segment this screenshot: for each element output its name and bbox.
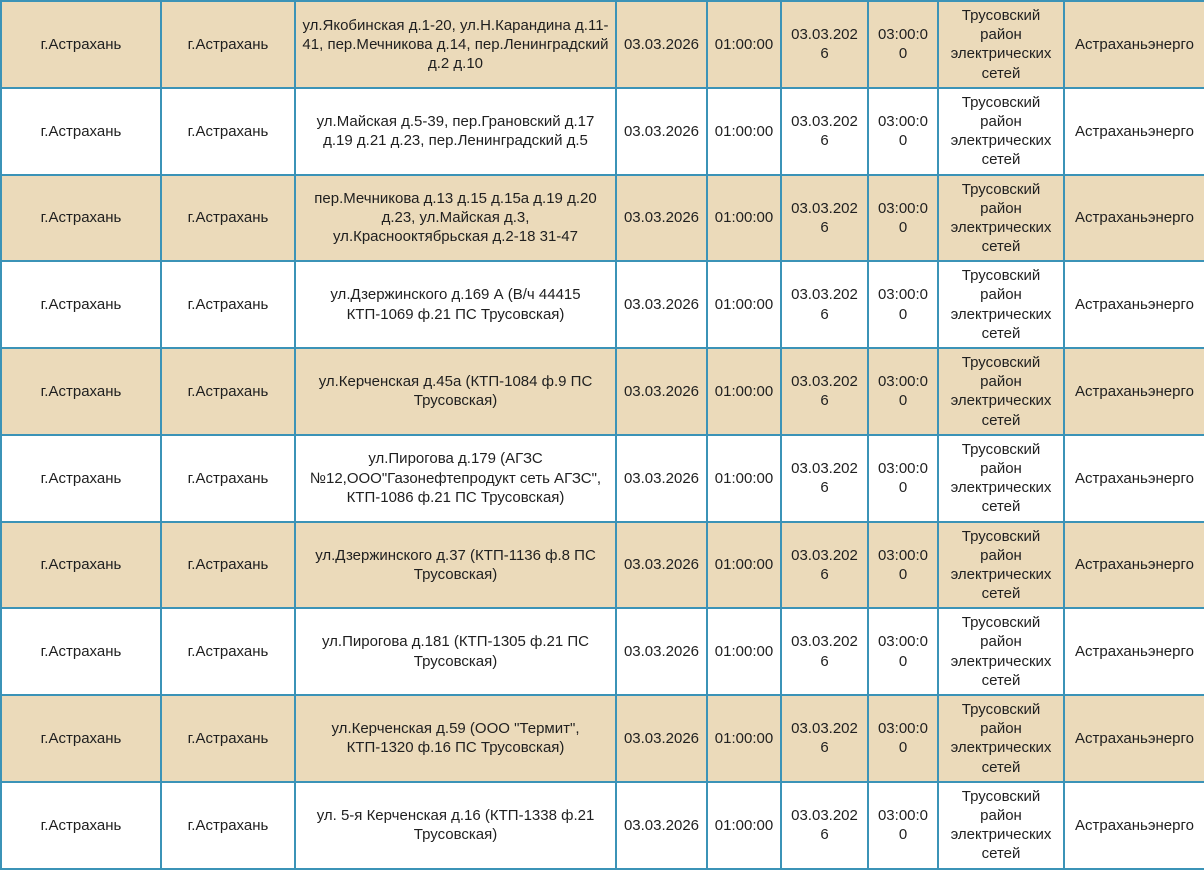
- cell-settlement: г.Астрахань: [161, 608, 295, 695]
- cell-start-date: 03.03.2026: [616, 522, 707, 609]
- cell-start-date: 03.03.2026: [616, 175, 707, 262]
- cell-city: г.Астрахань: [1, 522, 161, 609]
- cell-network-district: Трусовский район электрических сетей: [938, 435, 1064, 522]
- cell-end-date: 03.03.2026: [781, 88, 868, 175]
- cell-addresses: ул.Керченская д.59 (ООО "Термит", КТП-1320 ф.16 ПС Трусовская): [295, 695, 616, 782]
- cell-city: г.Астрахань: [1, 348, 161, 435]
- cell-end-date: 03.03.2026: [781, 695, 868, 782]
- cell-end-date: 03.03.2026: [781, 1, 868, 88]
- cell-settlement: г.Астрахань: [161, 522, 295, 609]
- cell-network-district: Трусовский район электрических сетей: [938, 175, 1064, 262]
- cell-network-district: Трусовский район электрических сетей: [938, 88, 1064, 175]
- cell-settlement: г.Астрахань: [161, 175, 295, 262]
- cell-network-district: Трусовский район электрических сетей: [938, 608, 1064, 695]
- cell-organization: Астраханьэнерго: [1064, 435, 1204, 522]
- cell-network-district: Трусовский район электрических сетей: [938, 348, 1064, 435]
- cell-settlement: г.Астрахань: [161, 88, 295, 175]
- cell-addresses: ул.Пирогова д.179 (АГЗС №12,ООО"Газонефтепродукт сеть АГЗС", КТП-1086 ф.21 ПС Трусовская): [295, 435, 616, 522]
- cell-end-time: 03:00:00: [868, 1, 938, 88]
- cell-settlement: г.Астрахань: [161, 695, 295, 782]
- cell-end-time: 03:00:00: [868, 348, 938, 435]
- cell-organization: Астраханьэнерго: [1064, 1, 1204, 88]
- cell-end-time: 03:00:00: [868, 175, 938, 262]
- cell-start-date: 03.03.2026: [616, 1, 707, 88]
- cell-city: г.Астрахань: [1, 695, 161, 782]
- outage-table-row: [1, 435, 1204, 522]
- cell-end-date: 03.03.2026: [781, 522, 868, 609]
- cell-end-time: 03:00:00: [868, 435, 938, 522]
- cell-start-time: 01:00:00: [707, 522, 781, 609]
- cell-settlement: г.Астрахань: [161, 348, 295, 435]
- outage-table-body: [1, 1, 1204, 869]
- cell-organization: Астраханьэнерго: [1064, 348, 1204, 435]
- outage-table-row: [1, 88, 1204, 175]
- cell-start-date: 03.03.2026: [616, 695, 707, 782]
- cell-end-time: 03:00:00: [868, 695, 938, 782]
- cell-city: г.Астрахань: [1, 175, 161, 262]
- outage-table-row: [1, 522, 1204, 609]
- cell-network-district: Трусовский район электрических сетей: [938, 695, 1064, 782]
- cell-city: г.Астрахань: [1, 88, 161, 175]
- cell-addresses: пер.Мечникова д.13 д.15 д.15а д.19 д.20 д.23, ул.Майская д.3, ул.Краснооктябрьская д.2-18 31-47: [295, 175, 616, 262]
- cell-city: г.Астрахань: [1, 608, 161, 695]
- cell-addresses: ул.Майская д.5-39, пер.Грановский д.17 д.19 д.21 д.23, пер.Ленинградский д.5: [295, 88, 616, 175]
- cell-start-time: 01:00:00: [707, 782, 781, 869]
- cell-addresses: ул. 5-я Керченская д.16 (КТП-1338 ф.21 Трусовская): [295, 782, 616, 869]
- cell-end-date: 03.03.2026: [781, 261, 868, 348]
- cell-organization: Астраханьэнерго: [1064, 695, 1204, 782]
- cell-network-district: Трусовский район электрических сетей: [938, 1, 1064, 88]
- cell-start-time: 01:00:00: [707, 175, 781, 262]
- cell-end-date: 03.03.2026: [781, 348, 868, 435]
- cell-end-time: 03:00:00: [868, 261, 938, 348]
- outage-table-row: [1, 261, 1204, 348]
- cell-organization: Астраханьэнерго: [1064, 782, 1204, 869]
- cell-organization: Астраханьэнерго: [1064, 175, 1204, 262]
- cell-start-date: 03.03.2026: [616, 435, 707, 522]
- cell-start-date: 03.03.2026: [616, 88, 707, 175]
- cell-network-district: Трусовский район электрических сетей: [938, 522, 1064, 609]
- cell-start-time: 01:00:00: [707, 608, 781, 695]
- cell-start-date: 03.03.2026: [616, 348, 707, 435]
- cell-organization: Астраханьэнерго: [1064, 608, 1204, 695]
- cell-organization: Астраханьэнерго: [1064, 261, 1204, 348]
- cell-end-time: 03:00:00: [868, 522, 938, 609]
- cell-network-district: Трусовский район электрических сетей: [938, 782, 1064, 869]
- cell-end-date: 03.03.2026: [781, 175, 868, 262]
- cell-start-time: 01:00:00: [707, 695, 781, 782]
- cell-start-date: 03.03.2026: [616, 261, 707, 348]
- cell-start-time: 01:00:00: [707, 88, 781, 175]
- cell-addresses: ул.Дзержинского д.169 А (В/ч 44415 КТП-1069 ф.21 ПС Трусовская): [295, 261, 616, 348]
- cell-addresses: ул.Керченская д.45а (КТП-1084 ф.9 ПС Трусовская): [295, 348, 616, 435]
- outage-table-row: [1, 782, 1204, 869]
- cell-start-time: 01:00:00: [707, 348, 781, 435]
- cell-settlement: г.Астрахань: [161, 782, 295, 869]
- cell-end-time: 03:00:00: [868, 88, 938, 175]
- outage-table-row: [1, 1, 1204, 88]
- cell-addresses: ул.Пирогова д.181 (КТП-1305 ф.21 ПС Трусовская): [295, 608, 616, 695]
- cell-settlement: г.Астрахань: [161, 261, 295, 348]
- cell-end-date: 03.03.2026: [781, 435, 868, 522]
- cell-start-time: 01:00:00: [707, 1, 781, 88]
- cell-end-date: 03.03.2026: [781, 782, 868, 869]
- cell-addresses: ул.Якобинская д.1-20, ул.Н.Карандина д.11-41, пер.Мечникова д.14, пер.Ленинградский д.2 д.10: [295, 1, 616, 88]
- cell-start-date: 03.03.2026: [616, 608, 707, 695]
- cell-end-date: 03.03.2026: [781, 608, 868, 695]
- cell-organization: Астраханьэнерго: [1064, 88, 1204, 175]
- cell-start-date: 03.03.2026: [616, 782, 707, 869]
- cell-end-time: 03:00:00: [868, 782, 938, 869]
- cell-organization: Астраханьэнерго: [1064, 522, 1204, 609]
- cell-settlement: г.Астрахань: [161, 1, 295, 88]
- outage-table-row: [1, 348, 1204, 435]
- cell-settlement: г.Астрахань: [161, 435, 295, 522]
- cell-start-time: 01:00:00: [707, 435, 781, 522]
- cell-city: г.Астрахань: [1, 435, 161, 522]
- cell-start-time: 01:00:00: [707, 261, 781, 348]
- cell-end-time: 03:00:00: [868, 608, 938, 695]
- cell-addresses: ул.Дзержинского д.37 (КТП-1136 ф.8 ПС Трусовская): [295, 522, 616, 609]
- outage-table-row: [1, 695, 1204, 782]
- outage-table-row: [1, 608, 1204, 695]
- outage-table-row: [1, 175, 1204, 262]
- cell-city: г.Астрахань: [1, 1, 161, 88]
- cell-city: г.Астрахань: [1, 782, 161, 869]
- cell-city: г.Астрахань: [1, 261, 161, 348]
- cell-network-district: Трусовский район электрических сетей: [938, 261, 1064, 348]
